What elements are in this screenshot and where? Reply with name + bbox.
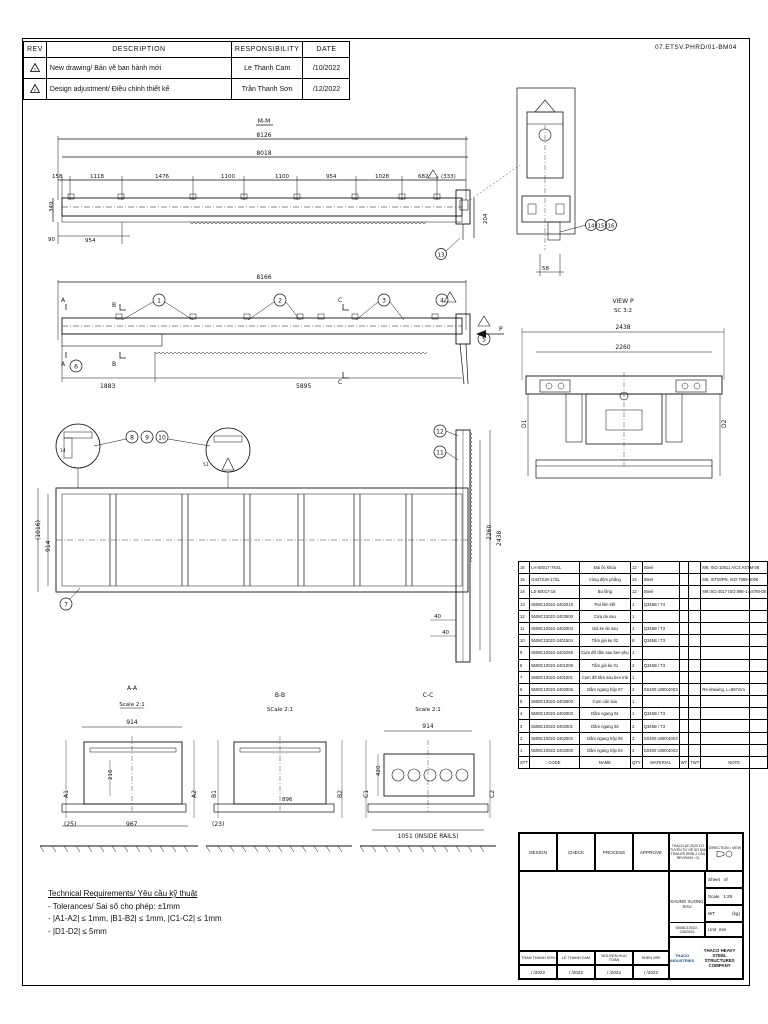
- mm-bottom-a: 90: [48, 237, 55, 243]
- mm-seg-dim: 1100: [275, 174, 289, 180]
- detail-dim-left: 14: [60, 449, 66, 454]
- mm-seg-dim: (333): [441, 174, 456, 180]
- top-height-b: 914: [45, 540, 52, 552]
- svg-text:9: 9: [145, 434, 149, 442]
- section-bb-label-left: B1: [211, 790, 218, 798]
- revision-description: New drawing/ Bản vẽ ban hành mới: [46, 58, 231, 79]
- top-total-r: 2438: [496, 530, 503, 546]
- mm-seg-dim: 1028: [375, 174, 389, 180]
- section-mark: A: [61, 361, 66, 368]
- svg-text:4: 4: [440, 297, 444, 305]
- role-approve: APPROVE: [633, 833, 669, 871]
- drawing-code: 5508C10022-2402003: [669, 922, 705, 937]
- section-bb-inner: 896: [282, 797, 293, 803]
- role-process: PROCESS: [595, 833, 633, 871]
- signer-name: TRAN THANH SON: [519, 951, 557, 965]
- bom-row: 9 5508C10022-2402259 Cụm đỡ tấm sau ben phụ 1: [519, 647, 768, 659]
- top-height-a: (1016): [35, 520, 42, 540]
- revision-date: /10/2022: [303, 58, 350, 79]
- bom-row: 10 5508C10022-2401504 Tấm giá ke 02 8 Q345B / T3: [519, 635, 768, 647]
- side-dim: 58: [542, 266, 549, 272]
- section-aa-gap: (25): [64, 821, 77, 828]
- role-check: CHECK: [557, 833, 595, 871]
- mm-seg-dim: 954: [326, 174, 337, 180]
- bom-row: 12 5508C10022-2403500 Cửa de sau 1: [519, 610, 768, 622]
- svg-text:14: 14: [587, 223, 595, 230]
- bom-header-row: STT CODE NAME QTY MATERIAL WT TWT NOTE: [519, 757, 768, 769]
- bom-row: 3 5508C10022-2402001 Dầm ngang 03 2 Q345B / T3: [519, 720, 768, 732]
- mm-overall-dim: 8126: [256, 132, 272, 139]
- signer-name: SHEN WEI: [633, 951, 669, 965]
- view-p-left-label: D1: [521, 419, 528, 428]
- company-logo: THACO INDUSTRIES: [670, 953, 695, 963]
- section-cc-title: C-C: [422, 692, 434, 699]
- part-name: KHUNG XUONG SAU: [669, 871, 705, 937]
- detail-dim-right: 51: [203, 463, 209, 468]
- detail-circle-right: [206, 428, 250, 472]
- revision-responsibility: Trần Thanh Sơn: [231, 79, 303, 100]
- bom-row: 15 G447Z18-17SL Vòng đệm phẳng 24 Steel M6, ISTM/PN, ISO 7089-2008: [519, 574, 768, 586]
- mm-seg-dim: 1100: [221, 174, 235, 180]
- document-number: 07.ETSV.PHRD/01-BM04: [655, 44, 737, 51]
- rev-col-header: REV: [24, 42, 47, 58]
- section-cc-label-left: C1: [363, 789, 370, 798]
- svg-text:13: 13: [437, 252, 445, 259]
- section-aa-base: 967: [126, 821, 138, 828]
- revision-description: Design adjustment/ Điều chỉnh thiết kế: [46, 79, 231, 100]
- view-side: [517, 88, 617, 276]
- section-bb: [206, 692, 352, 852]
- section-bb-scale: SCale 2:1: [266, 707, 294, 713]
- plan-main-dim: 5895: [296, 383, 312, 390]
- tech-req-line: - |D1-D2| ≤ 5mm: [48, 926, 107, 936]
- sheet-field: Sheet of: [705, 871, 743, 888]
- tech-req-title: Technical Requirements/ Yêu cầu kỹ thuật: [48, 889, 198, 898]
- svg-text:2: 2: [33, 87, 37, 92]
- mm-bottom-b: 954: [85, 238, 96, 244]
- mm-height-left: 349: [49, 201, 55, 212]
- projection-icon: [716, 850, 734, 858]
- mm-seg-dim: 158: [52, 174, 63, 180]
- bom-row: 7 5508C10022-2401001 Cụm đỡ tấm sau ben trái 1: [519, 671, 768, 683]
- bom-row: 16 LH-50017-7KSL Đai ốc khóa 12 Steel M6, ISO 10511 A/C4 ASTM-08: [519, 562, 768, 574]
- view-plan: [58, 274, 504, 390]
- plan-overall-dim: 8166: [256, 274, 272, 281]
- section-mark: C: [338, 297, 343, 304]
- section-aa-title: A-A: [126, 685, 138, 692]
- bom-row: 11 5508C10022-2402004 Giá ke de sau 1 Q345B / T3: [519, 622, 768, 634]
- svg-text:12: 12: [436, 428, 444, 436]
- revision-date: /12/2022: [303, 79, 350, 100]
- bill-of-materials: [518, 561, 768, 769]
- signature-area: [519, 871, 669, 951]
- role-design: DESIGN: [519, 833, 557, 871]
- svg-text:8: 8: [130, 434, 134, 442]
- plan-left-dim: 1883: [100, 383, 116, 390]
- view-p-scale: SC 3:2: [614, 308, 632, 314]
- sign-date: / /2022: [557, 965, 595, 979]
- description-col-header: DESCRIPTION: [46, 42, 231, 58]
- svg-text:16: 16: [607, 223, 615, 230]
- view-p-title: VIEW P: [612, 298, 634, 305]
- sign-date: / /2022: [633, 965, 669, 979]
- unit-field: Unit mm: [705, 922, 743, 937]
- top-dim-40a: 40: [434, 614, 441, 620]
- section-bb-title: B-B: [274, 692, 286, 699]
- section-cc-scale: Scale 2:1: [415, 707, 441, 713]
- bom-row: 13 5508C10022-2402016 Pat liên kết 1 Q345B / T4: [519, 598, 768, 610]
- view-mark: P: [499, 326, 503, 333]
- svg-text:3: 3: [382, 297, 386, 305]
- section-cc: [360, 692, 496, 852]
- section-aa-label-left: A1: [63, 790, 70, 798]
- weight-field: WT (kg): [705, 905, 743, 922]
- section-aa-label-right: A2: [191, 790, 198, 798]
- tech-req-line: - Tolerances/ Sai số cho phép: ±1mm: [48, 901, 180, 911]
- scale-field: Scale 1:25: [705, 888, 743, 905]
- svg-text:2: 2: [278, 297, 282, 305]
- bom-row: 14 LS-50017-18 Bu lông 12 Steel M6 ISO 4017 ISO 898-1 ASTM-08: [519, 586, 768, 598]
- company-block: [669, 937, 743, 979]
- view-mm-title: M-M: [257, 118, 271, 125]
- section-cc-height: 420: [376, 765, 382, 776]
- svg-text:5: 5: [482, 336, 486, 344]
- view-p-inner: 2260: [615, 344, 631, 351]
- signer-name: LE THANH CAM: [557, 951, 595, 965]
- section-mark: B: [112, 302, 117, 309]
- bom-row: 8 5508C10022-2401009 Tấm giá ke 01 2 Q345B / T3: [519, 659, 768, 671]
- section-aa: [40, 685, 198, 852]
- view-p: [521, 298, 728, 478]
- svg-text:1: 1: [33, 66, 37, 71]
- svg-text:15: 15: [597, 223, 605, 230]
- revision-responsibility: Le Thanh Cam: [231, 58, 303, 79]
- mm-seg-dim: 1118: [90, 174, 104, 180]
- projection-symbol: DIRECTION • VIEW: [707, 833, 743, 871]
- section-cc-base: 1051 (INSIDE RAILS): [397, 833, 459, 840]
- bom-row: 6 5508C10022-2402005 Dầm ngang hộp 07 2 SS400 U80X40X3 Re-drawing, L=967mm: [519, 683, 768, 695]
- bom-row: 1 5508C10022-2402000 Dầm ngang hộp 04 2 SS400 U80X40X3: [519, 744, 768, 756]
- company-name: THACO HEAVY STEEL STRUCTURES COMPANY: [703, 948, 736, 968]
- view-p-outer: 2438: [615, 324, 631, 331]
- section-cc-label-right: C2: [489, 789, 496, 798]
- top-width-r: 2260: [486, 524, 493, 540]
- svg-text:11: 11: [436, 449, 444, 457]
- section-mark: C: [338, 379, 343, 386]
- sign-date: / /2022: [519, 965, 557, 979]
- mm-height-right: 204: [483, 213, 489, 224]
- top-dim-40b: 40: [442, 630, 449, 636]
- bom-row: 2 5508C10022-2402002 Dầm ngang hộp 06 2 SS400 U80X40X3: [519, 732, 768, 744]
- view-p-right-label: D2: [721, 419, 728, 428]
- section-mark: A: [61, 297, 66, 304]
- view-mm: [48, 118, 520, 260]
- section-aa-height: 216: [108, 769, 114, 780]
- title-block: [518, 832, 744, 980]
- sign-date: / /2022: [595, 965, 633, 979]
- section-bb-label-right: B2: [337, 790, 344, 798]
- section-aa-width: 914: [126, 719, 138, 726]
- responsibility-col-header: RESPONSIBILITY: [231, 42, 303, 58]
- section-aa-scale: Scale 2:1: [119, 702, 145, 708]
- bom-row: 5 5508C10022-2402600 Cụm cản sau 1: [519, 696, 768, 708]
- detail-circle-left: [56, 424, 100, 468]
- signer-name: NGUYEN HUU TOAN: [595, 951, 633, 965]
- date-col-header: DATE: [303, 42, 350, 58]
- svg-text:1: 1: [157, 297, 161, 305]
- bom-row: 4 5508C10022-2402003 Dầm ngang 04 1 Q345B / T3: [519, 708, 768, 720]
- technical-requirements: [48, 888, 222, 938]
- tech-req-line: - |A1-A2| ≤ 1mm, |B1-B2| ≤ 1mm, |C1-C2| ≤ 1mm: [48, 914, 222, 923]
- svg-text:10: 10: [158, 434, 166, 442]
- mm-inner-dim: 8018: [256, 150, 272, 157]
- svg-text:6: 6: [74, 363, 78, 371]
- section-mark: B: [112, 361, 117, 368]
- section-bb-gap: (23): [212, 821, 225, 828]
- svg-text:7: 7: [64, 601, 68, 609]
- mm-seg-dim: 682: [418, 174, 429, 180]
- project-info: THACO-AF-2020 CƠ TUYẾN TỪ HỆ SỐ 5VA TRAILER SEMI 2 CẦU REVISION : 01: [669, 833, 707, 871]
- section-cc-width: 914: [422, 723, 434, 730]
- view-top: [35, 424, 503, 662]
- mm-seg-dim: 1476: [155, 174, 169, 180]
